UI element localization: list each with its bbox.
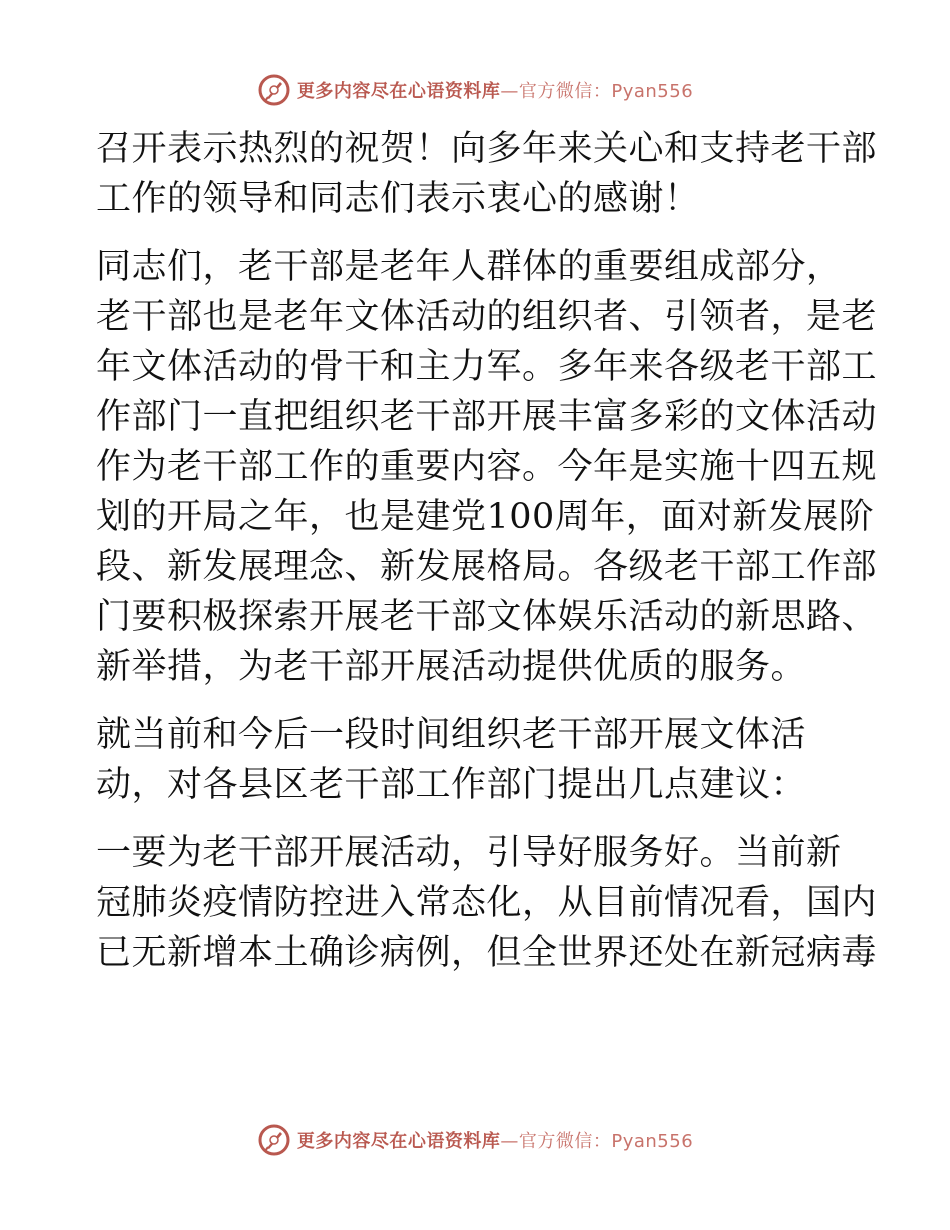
- text-line: 同志们，老干部是老年人群体的重要组成部分，: [96, 247, 842, 287]
- banner-wechat: —官方微信：Pyan556: [500, 1131, 694, 1152]
- text-line: 动，对各县区老干部工作部门提出几点建议：: [96, 765, 807, 805]
- banner-site-name: 更多内容尽在心语资料库: [296, 1131, 501, 1152]
- text-line: 划的开局之年，也是建党100周年，面对新发展阶: [96, 497, 875, 537]
- text-line: 召开表示热烈的祝贺！向多年来关心和支持老干部: [96, 129, 878, 169]
- text-line: 门要积极探索开展老干部文体娱乐活动的新思路、: [96, 597, 878, 637]
- text-line: 就当前和今后一段时间组织老干部开展文体活: [96, 715, 807, 755]
- quill-pen-icon: [257, 73, 291, 107]
- quill-pen-icon: [257, 1123, 291, 1157]
- footer-watermark-banner: [0, 1120, 950, 1160]
- text-line: 冠肺炎疫情防控进入常态化，从目前情况看，国内: [96, 883, 878, 923]
- banner-text: [297, 1127, 693, 1153]
- banner-wechat: —官方微信：Pyan556: [500, 81, 694, 102]
- paragraph-4: [96, 828, 878, 978]
- text-line: 老干部也是老年文体活动的组织者、引领者，是老: [96, 297, 878, 337]
- text-line: 新举措，为老干部开展活动提供优质的服务。: [96, 647, 807, 687]
- text-line: 年文体活动的骨干和主力军。多年来各级老干部工: [96, 347, 878, 387]
- banner-text: [297, 77, 693, 103]
- paragraph-2: [96, 242, 878, 692]
- paragraph-3: [96, 710, 856, 810]
- text-line: 作为老干部工作的重要内容。今年是实施十四五规: [96, 447, 878, 487]
- paragraph-1: [96, 124, 878, 224]
- document-body: [96, 124, 878, 978]
- header-watermark-banner: [0, 70, 950, 110]
- text-line: 工作的领导和同志们表示衷心的感谢！: [96, 179, 700, 219]
- text-line: 一要为老干部开展活动，引导好服务好。当前新: [96, 833, 842, 873]
- text-line: 已无新增本土确诊病例，但全世界还处在新冠病毒: [96, 933, 878, 973]
- text-line: 作部门一直把组织老干部开展丰富多彩的文体活动: [96, 397, 878, 437]
- text-line: 段、新发展理念、新发展格局。各级老干部工作部: [96, 547, 878, 587]
- banner-site-name: 更多内容尽在心语资料库: [296, 81, 501, 102]
